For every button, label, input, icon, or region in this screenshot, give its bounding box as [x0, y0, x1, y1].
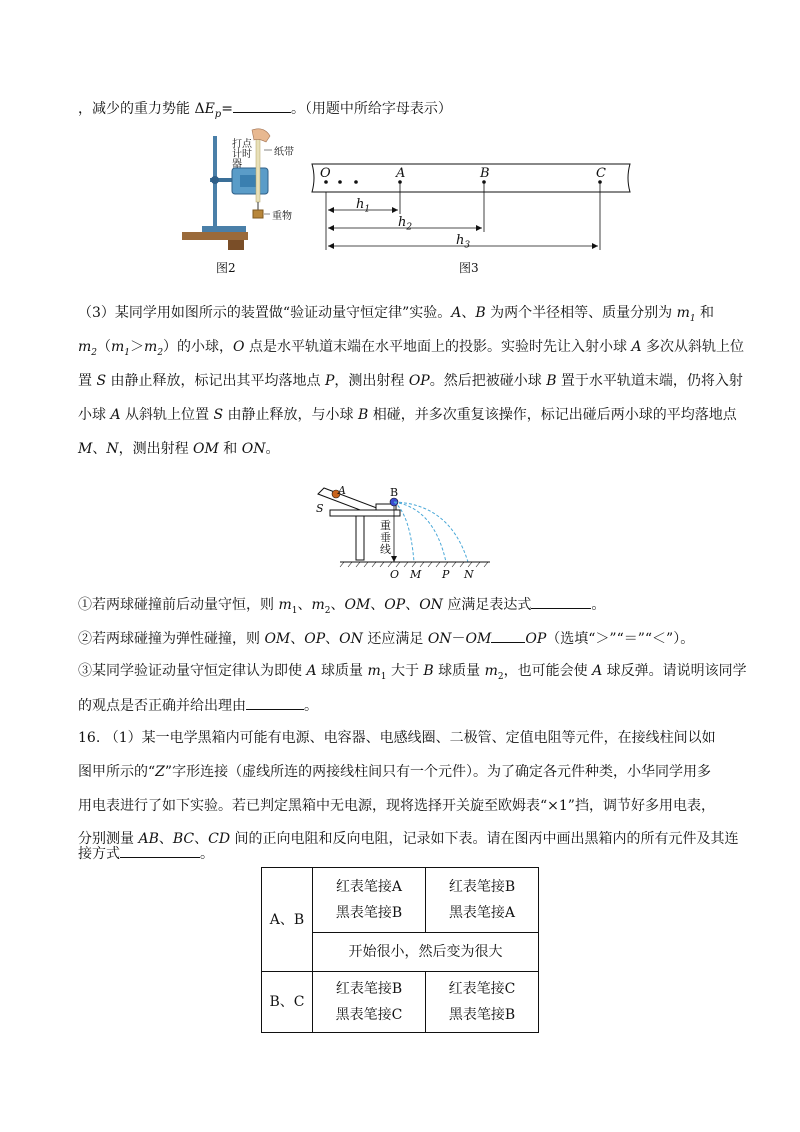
subq-3-line2: [78, 695, 318, 716]
text: 从斜轨上位置: [120, 407, 214, 423]
text: 。然后把被碰小球: [429, 373, 547, 389]
text: CD: [208, 831, 231, 847]
text: h: [356, 197, 365, 212]
text: P: [324, 373, 335, 389]
text: 。（用题中所给字母表示）: [290, 101, 452, 117]
q16-line2: [78, 762, 711, 782]
subscript: 1: [124, 347, 131, 358]
text: 、: [158, 831, 173, 847]
text: 。: [591, 597, 606, 613]
label-A: A: [338, 484, 346, 497]
text: 红表笔接A: [335, 879, 403, 895]
text: 图甲所示的“: [78, 764, 156, 780]
part3-line5: [78, 439, 280, 459]
text: M: [78, 441, 93, 457]
text: 、: [194, 831, 209, 847]
text: B: [357, 407, 369, 423]
tape-outline: [312, 164, 630, 192]
answer-blank[interactable]: [246, 695, 304, 710]
text: 和: [218, 441, 242, 457]
text: A: [110, 407, 121, 423]
dot: [338, 180, 342, 184]
text: OM: [465, 631, 492, 647]
text: 的观点是否正确并给出理由: [78, 698, 246, 714]
subq-3-line1: [78, 661, 747, 687]
text: ）的小球，: [163, 339, 234, 355]
text: B: [475, 305, 486, 321]
text: （选填“＞”“＝”“＜”）。: [546, 631, 695, 647]
text: 。: [265, 441, 280, 457]
text: BC: [172, 831, 195, 847]
subq-1: [78, 594, 605, 621]
text: ON: [427, 631, 452, 647]
text: m: [367, 663, 381, 679]
text: h: [456, 233, 465, 248]
q16-line3: 用电表进行了如下实验。若已判定黑箱中无电源，现将选择开关旋至欧姆表“×1”挡，调节好多用电表，: [78, 798, 715, 814]
text: 球质量: [433, 663, 485, 679]
subscript: 1: [364, 204, 371, 215]
label-h3: [456, 233, 470, 251]
table-row: [262, 868, 539, 933]
table-leg: [228, 240, 244, 250]
text: m: [484, 663, 498, 679]
subscript: 1: [380, 671, 387, 682]
fig2-caption: 图2: [216, 261, 236, 275]
q16-line1: 16. （1）某一电学黑箱内可能有电源、电容器、电感线圈、二极管、定值电阻等元件，在接线柱间以如: [78, 730, 716, 746]
text: 多次从斜轨上位: [641, 339, 745, 355]
dot: [354, 180, 358, 184]
text: S: [213, 407, 224, 423]
text: 黑表笔接C: [335, 1007, 403, 1023]
text: =: [221, 101, 233, 117]
table-top: [182, 232, 248, 240]
symbol-E: E: [204, 101, 215, 117]
label-plumb: [380, 520, 392, 556]
subscript: 2: [157, 347, 164, 358]
text: OM: [193, 441, 219, 457]
text: S: [96, 373, 107, 389]
text: Z: [155, 764, 165, 780]
ground-hatch: [340, 562, 488, 567]
text: 小球: [78, 407, 111, 423]
text: OM: [264, 631, 291, 647]
table-cell: B、C: [262, 972, 313, 1033]
text: 分别测量: [78, 831, 139, 847]
text: m: [311, 597, 325, 613]
table-top: [330, 510, 400, 516]
label-P: P: [442, 568, 450, 581]
part3-line3: [78, 371, 743, 391]
text: 黑表笔接A: [448, 905, 516, 921]
text: OM: [344, 597, 371, 613]
subscript: 1: [689, 313, 696, 324]
text: 红表笔接B: [335, 981, 403, 997]
text: 、: [461, 305, 476, 321]
table-cell: [426, 972, 539, 1033]
text: m: [78, 339, 92, 355]
text: 线: [380, 543, 391, 556]
text: 、: [370, 597, 385, 613]
text: 由静止释放，与小球: [223, 407, 358, 423]
subscript: 2: [91, 347, 98, 358]
subscript: 1: [291, 605, 298, 616]
subscript: 3: [464, 240, 471, 251]
point-B: B: [480, 166, 490, 181]
point-A: A: [396, 166, 406, 181]
text: 应满足表达式: [442, 597, 532, 613]
text: （3）某同学用如图所示的装置做“验证动量守恒定律”实验。: [78, 305, 452, 321]
text: A: [592, 663, 603, 679]
text: B: [546, 373, 557, 389]
text: 、: [330, 597, 345, 613]
label-B: B: [390, 486, 399, 499]
text: 垂: [380, 531, 391, 544]
text: h: [398, 215, 407, 230]
text: OP: [384, 597, 406, 613]
subq-2: [78, 628, 694, 649]
text: 为两个半径相等、质量分别为: [485, 305, 677, 321]
text: m: [111, 339, 125, 355]
label-O: O: [390, 568, 400, 581]
part3-line4: [78, 405, 737, 425]
text: ①若两球碰撞前后动量守恒，则: [78, 597, 279, 613]
label-timer: 打点计时器: [232, 139, 252, 170]
text: 、: [92, 441, 107, 457]
table-cell: 开始很小，然后变为很大: [313, 933, 539, 972]
text: ＞: [130, 339, 145, 355]
text: AB: [138, 831, 159, 847]
text: －: [451, 631, 466, 647]
text: 和: [695, 305, 715, 321]
part3-line2: [78, 337, 744, 363]
text: 重: [380, 519, 391, 532]
text: ，也可能会使: [503, 663, 593, 679]
text: OP: [304, 631, 326, 647]
text: 置: [78, 373, 97, 389]
text: 黑表笔接B: [335, 905, 403, 921]
clamp-knob: [211, 176, 219, 184]
text: （: [97, 339, 112, 355]
label-h2: [398, 215, 412, 233]
text: m: [676, 305, 690, 321]
table-cell: [426, 868, 539, 933]
label-weight: 重物: [272, 211, 292, 222]
text: 由静止释放，标记出其平均落地点: [106, 373, 325, 389]
text: 相碰，并多次重复该操作，标记出碰后两小球的平均落地点: [368, 407, 737, 423]
table-row: [262, 972, 539, 1033]
text: 接方式: [78, 846, 120, 862]
text: ②若两球碰撞为弹性碰撞，则: [78, 631, 265, 647]
weight: [253, 210, 263, 218]
subscript: 2: [497, 671, 504, 682]
point-C: C: [596, 166, 606, 181]
text: ，测出射程: [334, 373, 409, 389]
text: 、: [290, 631, 305, 647]
text: 、: [405, 597, 420, 613]
text: 红表笔接B: [448, 879, 516, 895]
trajectory-N: [394, 502, 468, 562]
subscript: p: [214, 108, 222, 120]
text: ，测出射程: [118, 441, 194, 457]
label-N: N: [464, 568, 474, 581]
table-leg: [356, 516, 364, 560]
text: 置于水平轨道末端，仍将入射: [556, 373, 743, 389]
text: ”字形连接（虚线所连的两接线柱间只有一个元件）。为了确定各元件种类，小华同学用多: [164, 764, 712, 780]
part3-line1: [78, 303, 714, 329]
paper-tape: [256, 132, 260, 202]
text: ON: [419, 597, 443, 613]
answer-blank[interactable]: [531, 594, 591, 609]
text: A: [451, 305, 462, 321]
text: 大于: [386, 663, 424, 679]
text: A: [631, 339, 642, 355]
label-M: M: [410, 568, 422, 581]
text: ，减少的重力势能 Δ: [78, 101, 205, 117]
fig3-caption: 图3: [459, 261, 479, 275]
text: O: [233, 339, 245, 355]
text: OP: [408, 373, 430, 389]
point-O: O: [320, 166, 331, 181]
answer-blank[interactable]: [233, 98, 291, 113]
text: m: [144, 339, 158, 355]
text: 还应满足: [362, 631, 428, 647]
subscript: 2: [324, 605, 331, 616]
table-cell: [313, 868, 426, 933]
text: 黑表笔接B: [448, 1007, 516, 1023]
label-S: S: [316, 502, 324, 515]
text: 、: [325, 631, 340, 647]
text: N: [106, 441, 119, 457]
measurement-table: [261, 867, 539, 1033]
answer-blank[interactable]: [120, 843, 200, 858]
text: m: [278, 597, 292, 613]
text: A: [306, 663, 317, 679]
text: ③某同学验证动量守恒定律认为即使: [78, 663, 307, 679]
table-cell: A、B: [262, 868, 313, 972]
text: 球质量: [316, 663, 368, 679]
subscript: 2: [406, 222, 413, 233]
answer-blank[interactable]: [491, 628, 525, 643]
text: B: [423, 663, 434, 679]
plumb-bob: [391, 556, 397, 562]
text: 点是水平轨道末端在水平地面上的投影。实验时先让入射小球: [244, 339, 632, 355]
text: 球反弹。请说明该同学: [602, 663, 747, 679]
table-cell: [313, 972, 426, 1033]
text: OP: [525, 631, 547, 647]
text: ON: [241, 441, 266, 457]
text: 。: [304, 698, 318, 714]
label-tape: 纸带: [274, 147, 294, 158]
q15-tail-line: [78, 98, 452, 125]
stand-base: [202, 226, 246, 232]
label-h1: [356, 197, 370, 215]
q16-line5: [78, 843, 214, 864]
text: 红表笔接C: [448, 981, 516, 997]
text: 、: [297, 597, 312, 613]
text: 间的正向电阻和反向电阻，记录如下表。请在图丙中画出黑箱内的所有元件及其连: [230, 831, 739, 847]
text: ON: [339, 631, 363, 647]
text: 。: [200, 846, 214, 862]
